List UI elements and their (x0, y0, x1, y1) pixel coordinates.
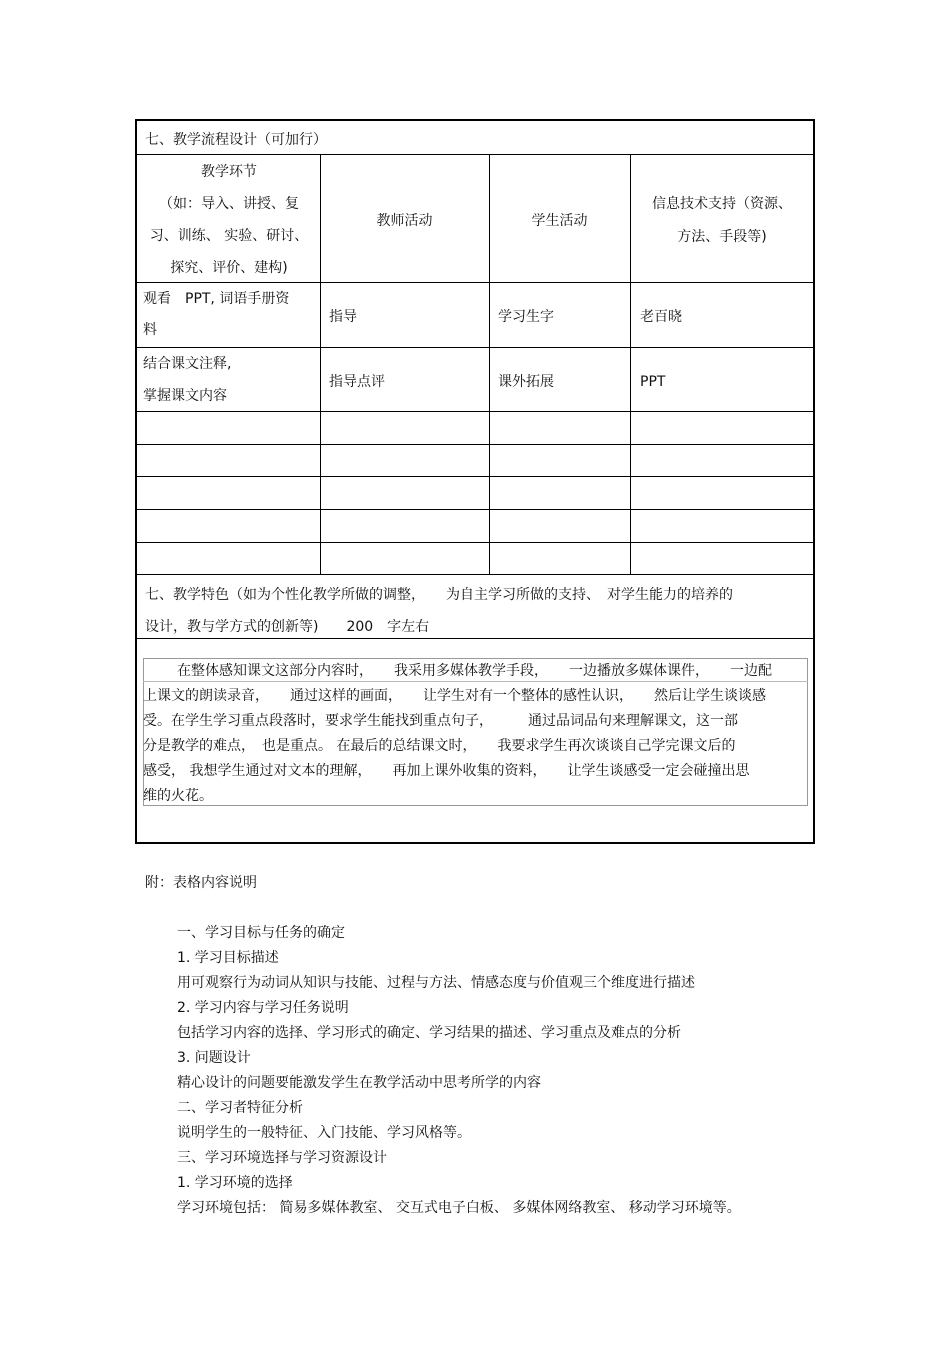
row1-it-support: 老百晓 (640, 309, 682, 325)
section-title: 七、教学流程设计（可加行） (145, 132, 327, 148)
row2-teacher: 指导点评 (329, 374, 385, 390)
appendix-line: 包括学习内容的选择、学习形式的确定、学习结果的描述、学习重点及难点的分析 (177, 1025, 681, 1041)
paragraph-line6: 维的火花。 (143, 788, 213, 804)
row-divider (137, 509, 813, 510)
appendix-title: 附：表格内容说明 (145, 875, 257, 891)
row-divider (137, 542, 813, 543)
row2-stage-line2: 掌握课文内容 (143, 388, 227, 404)
row-divider (137, 638, 813, 639)
row1-student: 学习生字 (498, 309, 554, 325)
appendix-line: 二、学习者特征分析 (177, 1100, 303, 1116)
row-divider (137, 347, 813, 348)
appendix-line: 2. 学习内容与学习任务说明 (177, 1000, 349, 1016)
row1-teacher: 指导 (329, 309, 357, 325)
header-col1-line3: 习、训练、 实验、研讨、 (149, 228, 309, 244)
header-col1-line2: （如：导入、讲授、复 (159, 196, 299, 212)
header-col1-line1: 教学环节 (201, 164, 257, 180)
appendix-line: 学习环境包括： 简易多媒体教室、 交互式电子白板、 多媒体网络教室、 移动学习环境等。 (177, 1200, 741, 1216)
row2-student: 课外拓展 (498, 374, 554, 390)
appendix-line: 3. 问题设计 (177, 1050, 251, 1066)
appendix-line: 1. 学习环境的选择 (177, 1175, 293, 1191)
row-divider (137, 444, 813, 445)
row-divider (137, 476, 813, 477)
header-student-activity: 学生活动 (531, 213, 588, 229)
features-box-divider (143, 681, 808, 682)
appendix-line: 一、学习目标与任务的确定 (177, 925, 345, 941)
appendix-line: 精心设计的问题要能激发学生在教学活动中思考所学的内容 (177, 1075, 541, 1091)
row-divider (137, 282, 813, 283)
features-line2: 设计，教与学方式的创新等) 200 字左右 (145, 619, 430, 635)
row2-it-support: PPT (640, 374, 666, 390)
paragraph-line5: 感受， 我想学生通过对文本的理解， 再加上课外收集的资料， 让学生谈感受一定会碰撞出思 (143, 763, 750, 779)
appendix-line: 用可观察行为动词从知识与技能、过程与方法、情感态度与价值观三个维度进行描述 (177, 975, 695, 991)
row-divider (137, 411, 813, 412)
row-divider (137, 154, 813, 155)
row1-stage-line1: 观看 PPT, 词语手册资 (143, 291, 290, 307)
col-divider (630, 154, 631, 574)
row2-stage-line1: 结合课文注释, (143, 356, 232, 372)
appendix-line: 说明学生的一般特征、入门技能、学习风格等。 (177, 1125, 471, 1141)
header-it-support-line1: 信息技术支持（资源、 (652, 196, 792, 212)
appendix-line: 1. 学习目标描述 (177, 950, 279, 966)
header-it-support-line2: 方法、手段等) (677, 229, 767, 245)
appendix-line: 三、学习环境选择与学习资源设计 (177, 1150, 387, 1166)
header-col1-line4: 探究、评价、建构) (170, 260, 288, 276)
paragraph-line4: 分是教学的难点， 也是重点。 在最后的总结课文时， 我要求学生再次谈谈自己学完课文后的 (143, 738, 736, 754)
row1-stage-line2: 料 (143, 322, 157, 338)
header-teacher-activity: 教师活动 (376, 213, 433, 229)
features-line1: 七、教学特色（如为个性化教学所做的调整， 为自主学习所做的支持、 对学生能力的培养的 (145, 587, 733, 603)
paragraph-line1: 在整体感知课文这部分内容时， 我采用多媒体教学手段， 一边播放多媒体课件， 一边配 (177, 663, 772, 679)
paragraph-line3: 受。在学生学习重点段落时，要求学生能找到重点句子， 通过品词品句来理解课文，这一部 (143, 713, 738, 729)
row-divider (137, 574, 813, 575)
paragraph-line2: 上课文的朗读录音， 通过这样的画面， 让学生对有一个整体的感性认识， 然后让学生谈谈感 (143, 688, 766, 704)
